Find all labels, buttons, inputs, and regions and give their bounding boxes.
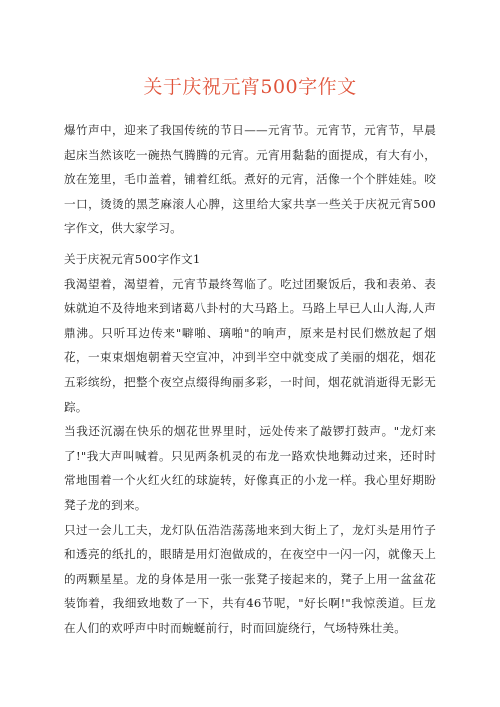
body-paragraph-2: 当我还沉溺在快乐的烟花世界里时，远处传来了敲锣打鼓声。"龙灯来了!"我大声叫喊着。只见两条机灵的布龙一路欢快地舞动过来，还时时常地围着一个火红火红的球旋转，好像真正的小龙一样。我心里好期盼凳子龙的到来。 <box>64 424 436 512</box>
document-body <box>64 118 436 640</box>
body-paragraph-3: 只过一会儿工夫，龙灯队伍浩浩荡荡地来到大街上了，龙灯头是用竹子和透亮的纸扎的，眼睛是用灯泡做成的，在夜空中一闪一闪，就像天上的两颗星星。龙的身体是用一张一张凳子接起来的，凳子上用一盆盆花装饰着，我细致地数了一下，共有46节呢，"好长啊!"我惊羡道。巨龙在人们的欢呼声中时而蜿蜒前行，时而回旋绕行，气场特殊壮美。 <box>64 522 436 635</box>
intro-paragraph: 爆竹声中，迎来了我国传统的节日——元宵节。元宵节，元宵节，早晨起床当然该吃一碗热气腾腾的元宵。元宵用黏黏的面提成，有大有小，放在笼里，毛巾盖着，铺着红纸。煮好的元宵，活像一个个胖娃娃。咬一口，烫烫的黑芝麻滚人心脾，这里给大家共享一些关于庆祝元宵500字作文，供大家学习。 <box>64 123 436 236</box>
body-paragraph-1: 我渴望着，渴望着，元宵节最终驾临了。吃过团聚饭后，我和表弟、表妹就迫不及待地来到诸葛八卦村的大马路上。马路上早已人山人海,人声鼎沸。只听耳边传来"噼啪、璃啪"的响声，原来是村民们燃放起了烟花，一束束烟炮朝着天空宣冲，冲到半空中就变成了美丽的烟花，烟花五彩缤纷，把整个夜空点缀得绚丽多彩，一时间，烟花就消逝得无影无踪。 <box>64 276 436 414</box>
section-heading: 关于庆祝元宵500字作文1 <box>64 251 201 266</box>
document-title: 关于庆祝元宵500字作文 <box>143 76 357 98</box>
